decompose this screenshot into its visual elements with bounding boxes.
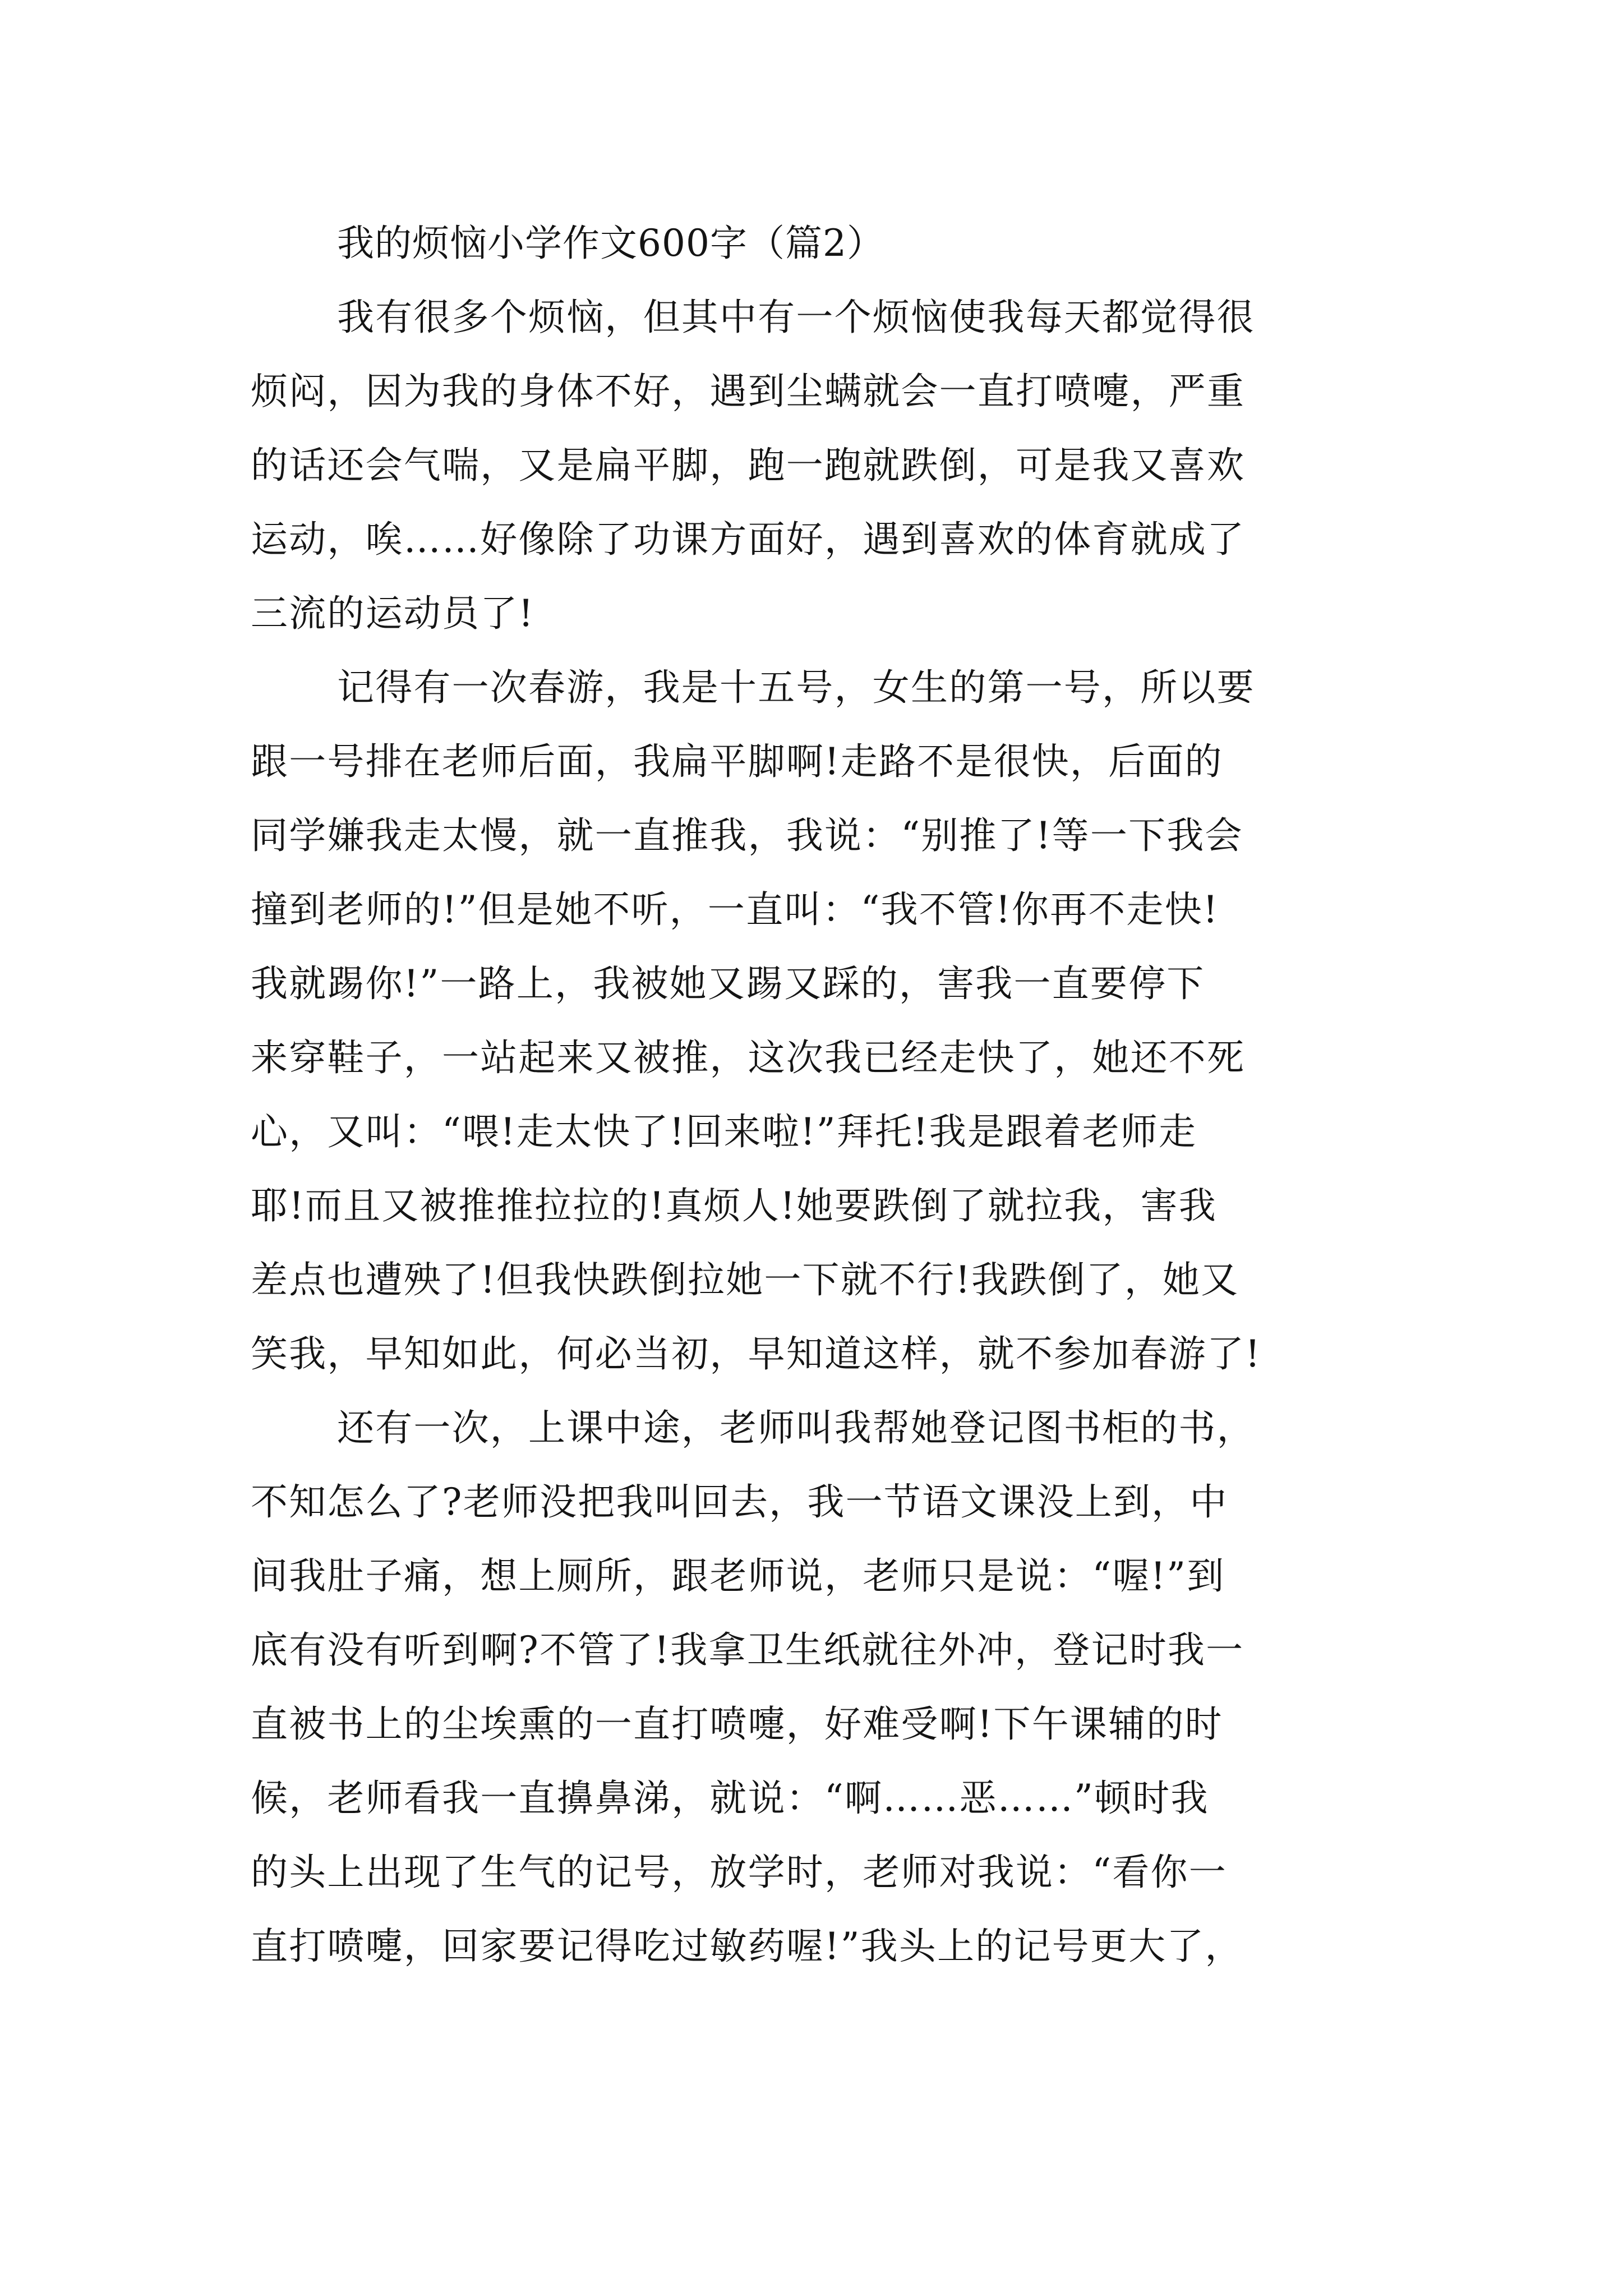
paragraph-3-line-8: 直打喷嚏，回家要记得吃过敏药喔!”我头上的记号更大了， — [251, 1925, 1243, 1968]
paragraph-2-line-6: 来穿鞋子，一站起来又被推，这次我已经走快了，她还不死 — [251, 1036, 1246, 1079]
paragraph-3-line-2: 不知怎么了?老师没把我叫回去，我一节语文课没上到，中 — [251, 1480, 1228, 1524]
paragraph-2-line-4: 撞到老师的!”但是她不听，一直叫：“我不管!你再不走快! — [251, 888, 1219, 931]
paragraph-2-line-2: 跟一号排在老师后面，我扁平脚啊!走路不是很快，后面的 — [251, 740, 1223, 783]
paragraph-2-line-7: 心，又叫：“喂!走太快了!回来啦!”拜托!我是跟着老师走 — [251, 1110, 1197, 1153]
paragraph-1-line-1: 我有很多个烦恼，但其中有一个烦恼使我每天都觉得很 — [337, 296, 1255, 339]
paragraph-2-line-10: 笑我，早知如此，何必当初，早知道这样，就不参加春游了! — [251, 1332, 1261, 1375]
paragraph-2-line-3: 同学嫌我走太慢，就一直推我，我说：“别推了!等一下我会 — [251, 814, 1243, 857]
essay-title: 我的烦恼小学作文600字（篇2） — [337, 222, 884, 265]
paragraph-3-line-1: 还有一次，上课中途，老师叫我帮她登记图书柜的书， — [337, 1406, 1255, 1450]
paragraph-2-line-8: 耶!而且又被推推拉拉的!真烦人!她要跌倒了就拉我，害我 — [251, 1184, 1217, 1227]
paragraph-3-line-4: 底有没有听到啊?不管了!我拿卫生纸就往外冲，登记时我一 — [251, 1628, 1244, 1672]
paragraph-3-line-7: 的头上出现了生气的记号，放学时，老师对我说：“看你一 — [251, 1851, 1227, 1894]
paragraph-2-line-1: 记得有一次春游，我是十五号，女生的第一号，所以要 — [337, 666, 1255, 709]
paragraph-3-line-6: 候，老师看我一直擤鼻涕，就说：“啊……恶……”顿时我 — [251, 1777, 1209, 1820]
paragraph-3-line-3: 间我肚子痛，想上厕所，跟老师说，老师只是说：“喔!”到 — [251, 1554, 1225, 1598]
paragraph-1-line-2: 烦闷，因为我的身体不好，遇到尘螨就会一直打喷嚏，严重 — [251, 370, 1246, 413]
essay-body — [251, 206, 1406, 1984]
paragraph-2-line-9: 差点也遭殃了!但我快跌倒拉她一下就不行!我跌倒了，她又 — [251, 1258, 1239, 1301]
paragraph-1-line-3: 的话还会气喘，又是扁平脚，跑一跑就跌倒，可是我又喜欢 — [251, 444, 1246, 487]
paragraph-1-line-5: 三流的运动员了! — [251, 592, 535, 635]
paragraph-3-line-5: 直被书上的尘埃熏的一直打喷嚏，好难受啊!下午课辅的时 — [251, 1703, 1223, 1746]
paragraph-2-line-5: 我就踢你!”一路上，我被她又踢又踩的，害我一直要停下 — [251, 962, 1205, 1005]
paragraph-1-line-4: 运动，唉……好像除了功课方面好，遇到喜欢的体育就成了 — [251, 518, 1246, 561]
